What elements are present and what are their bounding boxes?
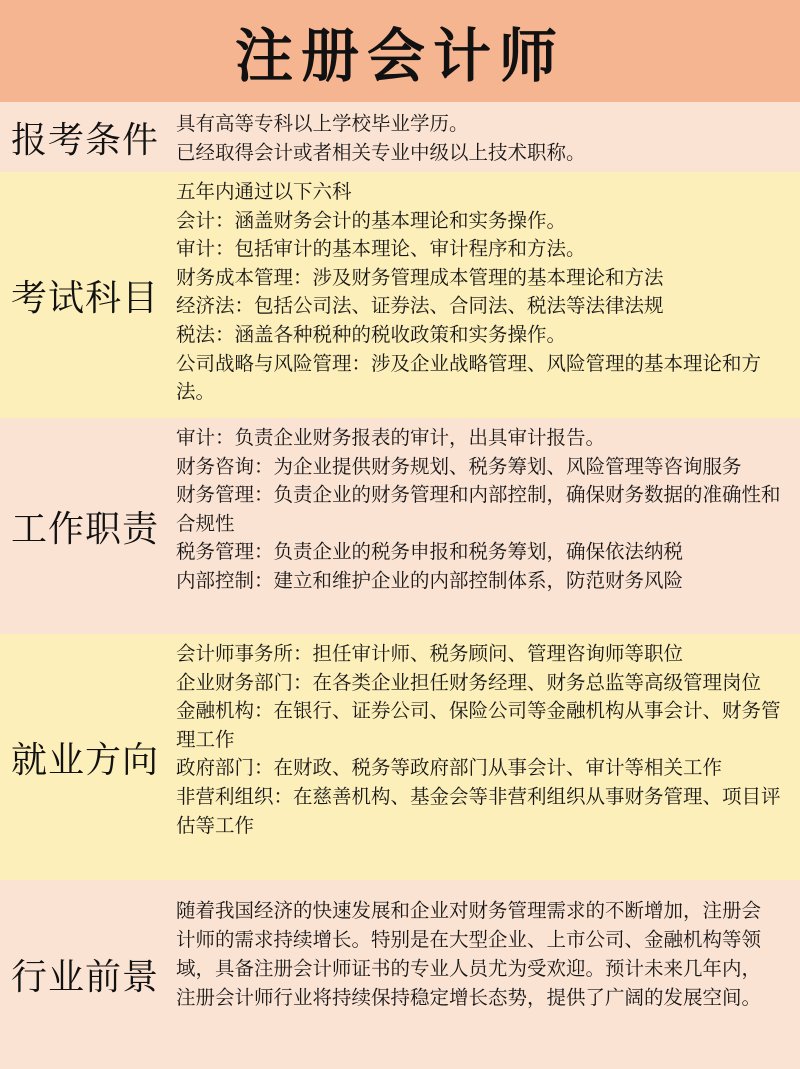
section-content-conditions	[170, 102, 800, 172]
content-line: 审计：包括审计的基本理论、审计程序和方法。	[176, 237, 586, 261]
section-content-subjects	[170, 172, 800, 418]
content-line: 已经取得会计或者相关专业中级以上技术职称。	[176, 140, 586, 164]
section-content-duties	[170, 418, 800, 634]
section-duties	[0, 418, 800, 634]
section-prospect	[0, 880, 800, 1069]
section-label-duties: 工作职责	[10, 508, 159, 550]
content-line: 会计师事务所：担任审计师、税务顾问、管理咨询师等职位	[176, 642, 684, 665]
page-title: 注册会计师	[234, 22, 565, 90]
section-label-career: 就业方向	[10, 739, 159, 781]
section-content-prospect: 随着我国经济的快速发展和企业对财务管理需求的不断增加，注册会计师的需求持续增长。特别是在大型企业、上市公司、金融机构等领域，具备注册会计师证书的专业人员尤为受欢迎。预计未来几年内，注册会计师行业将持续保持稳定增长态势，提供了广阔的发展空间。	[176, 899, 762, 1009]
content-line: 非营利组织：在慈善机构、基金会等非营利组织从事财务管理、项目评估等工作	[176, 784, 781, 837]
content-line: 金融机构：在银行、证券公司、保险公司等金融机构从事会计、财务管理工作	[176, 699, 781, 751]
section-conditions	[0, 102, 800, 172]
section-career	[0, 634, 800, 880]
content-line: 政府部门：在财政、税务等政府部门从事会计、审计等相关工作	[176, 756, 723, 780]
content-line: 财务咨询：为企业提供财务规划、税务筹划、风险管理等咨询服务	[176, 454, 742, 478]
content-line: 具有高等专科以上学校毕业学历。	[176, 112, 469, 135]
section-label-conditions: 报考条件	[10, 119, 159, 161]
content-line: 税法：涵盖各种税种的税收政策和实务操作。	[176, 322, 567, 346]
page-header	[0, 0, 800, 102]
content-line: 经济法：包括公司法、证券法、合同法、税法等法律法规	[176, 294, 664, 318]
content-line: 审计：负责企业财务报表的审计，出具审计报告。	[176, 426, 606, 449]
section-subjects	[0, 172, 800, 418]
content-line: 财务成本管理：涉及财务管理成本管理的基本理论和方法	[176, 265, 664, 289]
section-content-career	[170, 634, 800, 880]
content-line: 五年内通过以下六科	[176, 180, 352, 203]
content-line: 公司战略与风险管理：涉及企业战略管理、风险管理的基本理论和方法。	[176, 351, 762, 404]
content-line: 内部控制：建立和维护企业的内部控制体系，防范财务风险	[176, 568, 684, 592]
section-label-prospect: 行业前景	[10, 957, 159, 998]
content-line: 企业财务部门：在各类企业担任财务经理、财务总监等高级管理岗位	[176, 670, 762, 694]
content-line: 会计：涵盖财务会计的基本理论和实务操作。	[176, 208, 567, 232]
content-line: 税务管理：负责企业的税务申报和税务筹划，确保依法纳税	[176, 540, 684, 564]
content-line: 财务管理：负责企业的财务管理和内部控制，确保财务数据的准确性和合规性	[176, 483, 781, 535]
section-label-subjects: 考试科目	[10, 277, 159, 319]
